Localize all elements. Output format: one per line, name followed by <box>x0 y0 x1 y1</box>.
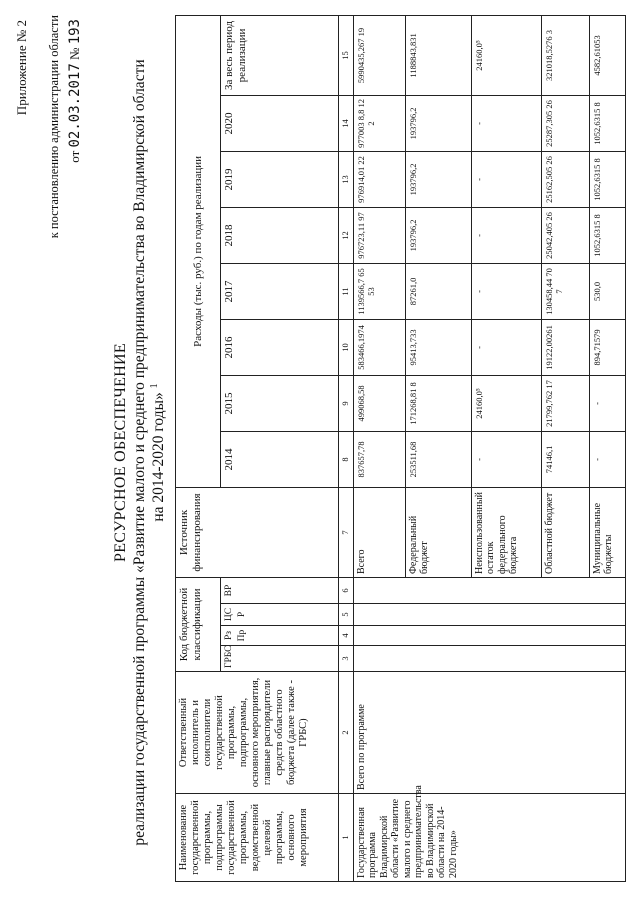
value-cell: 583466,1974 <box>353 319 405 375</box>
appendix-label: Приложение № 2 <box>14 20 29 116</box>
grbs-cell <box>353 646 625 672</box>
header-csr: ЦС Р <box>221 604 339 626</box>
column-number: 2 <box>339 672 354 794</box>
value-cell: 894,71579 <box>589 319 625 375</box>
resolution-reference: к постановлению администрации области <box>47 15 61 239</box>
value-cell: 499068,58 <box>353 375 405 431</box>
value-cell: - <box>471 151 541 207</box>
column-number: 5 <box>339 604 354 626</box>
header-year-2019: 2019 <box>221 151 339 207</box>
value-cell: 976914,01 22 <box>353 151 405 207</box>
header-year-2014: 2014 <box>221 431 339 487</box>
header-vr: ВР <box>221 577 339 603</box>
value-cell: 21799,762 17 <box>541 375 589 431</box>
value-cell: 193796,2 <box>405 151 471 207</box>
rz-pr-cell <box>353 626 625 646</box>
header-year-2016: 2016 <box>221 319 339 375</box>
header-year-2020: 2020 <box>221 95 339 151</box>
resolution-date: 02.03.2017 <box>67 63 83 148</box>
resolution-date-line <box>67 19 83 249</box>
value-cell: - <box>471 431 541 487</box>
value-cell: - <box>589 375 625 431</box>
number-sign: № <box>67 47 82 60</box>
value-cell: 1139566,7 6553 <box>353 263 405 319</box>
header-rz-pr: Рз Пр <box>221 626 339 646</box>
column-number: 3 <box>339 646 354 672</box>
column-number: 7 <box>339 487 354 577</box>
value-cell: 1052,6315 8 <box>589 207 625 263</box>
source-cell: Муниципальные бюджеты <box>589 487 625 577</box>
value-cell: 95413,733 <box>405 319 471 375</box>
header-year-2018: 2018 <box>221 207 339 263</box>
header-year-2015: 2015 <box>221 375 339 431</box>
column-number: 6 <box>339 577 354 603</box>
column-number: 13 <box>339 151 354 207</box>
column-number: 11 <box>339 263 354 319</box>
value-cell: 74146,1 <box>541 431 589 487</box>
value-cell: 530,0 <box>589 263 625 319</box>
value-cell: 193796,2 <box>405 207 471 263</box>
csr-cell <box>353 604 625 626</box>
source-cell: Областной бюджет <box>541 487 589 577</box>
value-cell: 24160,0⁵ <box>471 375 541 431</box>
value-cell: 25287,305 26 <box>541 95 589 151</box>
value-cell: 25042,405 26 <box>541 207 589 263</box>
responsible-cell: Всего по программе <box>353 672 625 794</box>
value-cell: 1052,6315 8 <box>589 151 625 207</box>
column-number: 12 <box>339 207 354 263</box>
column-number: 4 <box>339 626 354 646</box>
header-total: За весь период реализации <box>221 15 339 95</box>
resource-table <box>175 15 626 882</box>
document-subtitle-period <box>149 0 168 905</box>
document-subtitle: реализации государственной программы «Развитие малого и среднего предпринимательства во Владимирской области <box>131 59 148 846</box>
value-cell: 130458,44 707 <box>541 263 589 319</box>
column-number: 9 <box>339 375 354 431</box>
header-responsible: Ответственный исполнитель и соисполнители государственной программы, подпрограммы, основного мероприятия, главные распорядители средств областного бюджета (далее также - ГРБС) <box>176 672 339 794</box>
document-title: РЕСУРСНОЕ ОБЕСПЕЧЕНИЕ <box>112 343 129 562</box>
header-program-name: Наименование государственной программы, подпрограммы государственной программы, ведомственной целевой программы, основного мероприятия <box>176 794 339 882</box>
value-cell: 977003 8,8 122 <box>353 95 405 151</box>
value-cell: 171268,81 8 <box>405 375 471 431</box>
value-cell: - <box>471 207 541 263</box>
value-cell: 19122,00261 <box>541 319 589 375</box>
source-cell: Всего <box>353 487 405 577</box>
table-row <box>353 15 405 881</box>
value-cell: - <box>471 263 541 319</box>
source-cell: Неиспользованный остаток федерального бюджета <box>471 487 541 577</box>
period-text: на 2014-2020 годы» <box>150 392 168 522</box>
value-cell: 976723,11 97 <box>353 207 405 263</box>
value-cell: 5990435,267 19 <box>353 15 405 95</box>
vr-cell <box>353 577 625 603</box>
value-cell: 24160,0⁵ <box>471 15 541 95</box>
value-cell: 253511,68 <box>405 431 471 487</box>
footnote-mark: 1 <box>149 383 160 389</box>
value-cell: - <box>471 319 541 375</box>
header-grbs: ГРБС <box>221 646 339 672</box>
value-cell: 321018,5276 3 <box>541 15 589 95</box>
resolution-number: 193 <box>67 19 83 45</box>
program-name-cell: Государственная программа Владимирской области «Развитие малого и среднего предпринимательства во Владимирской области на 2014-2020 годы» <box>353 794 625 882</box>
column-number: 10 <box>339 319 354 375</box>
value-cell: 25162,505 26 <box>541 151 589 207</box>
date-prefix: от <box>67 150 82 163</box>
header-row-1 <box>176 15 221 881</box>
value-cell: 193796,2 <box>405 95 471 151</box>
value-cell: - <box>471 95 541 151</box>
value-cell: 1188843,831 <box>405 15 471 95</box>
header-budget-code: Код бюджетной классификации <box>176 577 221 671</box>
source-cell: Федеральный бюджет <box>405 487 471 577</box>
header-source: Источник финансирования <box>176 487 339 577</box>
value-cell: 1052,6315 8 <box>589 95 625 151</box>
column-number: 1 <box>339 794 354 882</box>
header-year-2017: 2017 <box>221 263 339 319</box>
column-number: 8 <box>339 431 354 487</box>
column-number-row <box>339 15 354 881</box>
value-cell: - <box>589 431 625 487</box>
value-cell: 87261,0 <box>405 263 471 319</box>
value-cell: 837657,78 <box>353 431 405 487</box>
column-number: 15 <box>339 15 354 95</box>
header-expenses: Расходы (тыс. руб.) по годам реализации <box>176 15 221 487</box>
value-cell: 4582,61053 <box>589 15 625 95</box>
column-number: 14 <box>339 95 354 151</box>
